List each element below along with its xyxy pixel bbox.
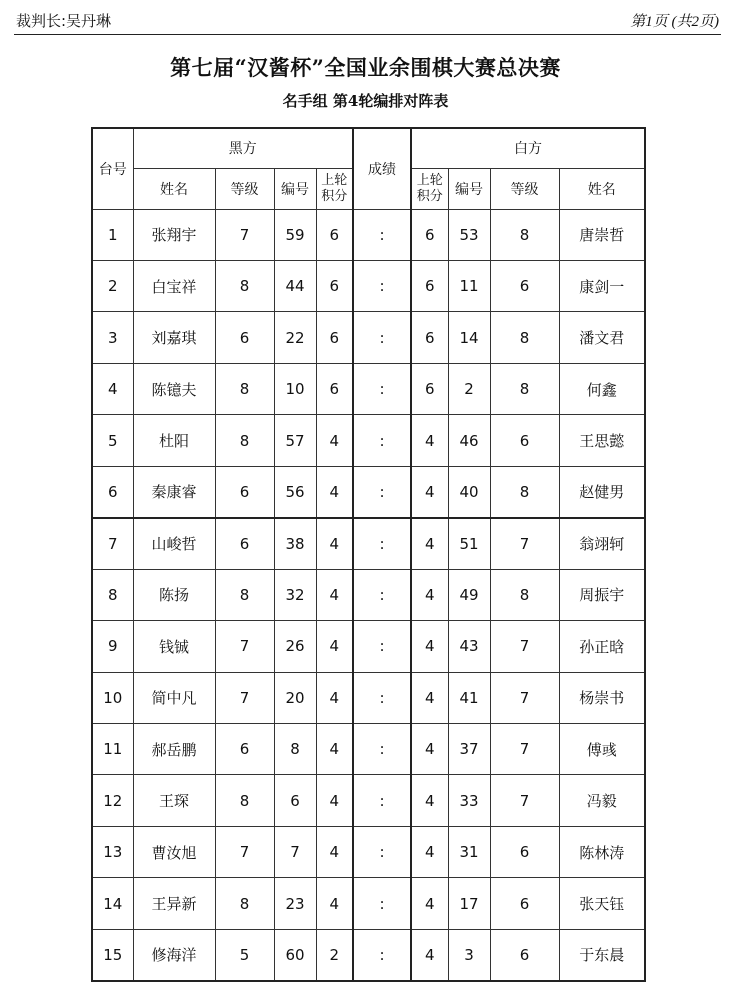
table-row [92,209,645,260]
black-grade: 8 [215,260,274,311]
table-row [92,775,645,826]
board-number: 7 [92,518,133,569]
result-cell: : [353,878,411,929]
header-prev-top: 上轮 [321,172,348,188]
black-player-name: 简中凡 [133,672,215,723]
white-player-name: 冯毅 [559,775,645,826]
table-row [92,518,645,569]
board-number: 11 [92,724,133,775]
board-number: 12 [92,775,133,826]
black-grade: 6 [215,466,274,517]
black-player-name: 山峻哲 [133,518,215,569]
result-cell: : [353,209,411,260]
black-prev-points: 6 [316,209,353,260]
white-number: 14 [448,312,490,363]
result-cell: : [353,929,411,981]
white-grade: 7 [490,621,559,672]
white-number: 43 [448,621,490,672]
white-grade: 8 [490,569,559,620]
header-black-prev-points [316,168,353,209]
header-black-number: 编号 [274,168,316,209]
table-row [92,878,645,929]
white-number: 51 [448,518,490,569]
white-player-name: 赵健男 [559,466,645,517]
white-prev-points: 4 [411,466,448,517]
black-prev-points: 6 [316,260,353,311]
header-white-prev-points [411,168,448,209]
table-row [92,415,645,466]
result-cell: : [353,621,411,672]
black-grade: 7 [215,209,274,260]
black-number: 8 [274,724,316,775]
result-cell: : [353,724,411,775]
white-player-name: 杨崇书 [559,672,645,723]
black-number: 32 [274,569,316,620]
black-grade: 6 [215,518,274,569]
result-cell: : [353,826,411,877]
white-prev-points: 6 [411,363,448,414]
table-row [92,569,645,620]
result-cell: : [353,466,411,517]
white-number: 33 [448,775,490,826]
white-prev-points: 4 [411,415,448,466]
table-row [92,363,645,414]
white-prev-points: 4 [411,621,448,672]
header-white-number: 编号 [448,168,490,209]
black-prev-points: 4 [316,621,353,672]
header-prev-bottom: 积分 [321,188,348,204]
white-prev-points: 4 [411,518,448,569]
white-prev-points: 6 [411,260,448,311]
white-player-name: 康剑一 [559,260,645,311]
white-number: 46 [448,415,490,466]
table-row [92,260,645,311]
white-grade: 6 [490,415,559,466]
black-number: 60 [274,929,316,981]
referee-label: 裁判长:吴丹琳 [16,12,112,30]
black-number: 57 [274,415,316,466]
white-number: 37 [448,724,490,775]
pairing-table [91,127,646,982]
black-number: 20 [274,672,316,723]
table-row [92,826,645,877]
black-prev-points: 4 [316,724,353,775]
white-number: 31 [448,826,490,877]
white-prev-points: 4 [411,929,448,981]
header-white-name: 姓名 [559,168,645,209]
black-prev-points: 6 [316,363,353,414]
white-grade: 7 [490,724,559,775]
black-number: 26 [274,621,316,672]
black-player-name: 秦康睿 [133,466,215,517]
table-row [92,312,645,363]
white-number: 11 [448,260,490,311]
board-number: 1 [92,209,133,260]
header-prev-top: 上轮 [416,172,443,188]
white-player-name: 陈林涛 [559,826,645,877]
white-player-name: 傅彧 [559,724,645,775]
header-result: 成绩 [353,128,411,209]
black-player-name: 白宝祥 [133,260,215,311]
black-player-name: 刘嘉琪 [133,312,215,363]
white-player-name: 唐崇哲 [559,209,645,260]
white-player-name: 于东晨 [559,929,645,981]
white-grade: 6 [490,260,559,311]
white-grade: 8 [490,209,559,260]
black-grade: 8 [215,363,274,414]
black-number: 59 [274,209,316,260]
white-grade: 6 [490,929,559,981]
header-prev-bottom: 积分 [416,188,443,204]
white-grade: 6 [490,826,559,877]
black-prev-points: 4 [316,466,353,517]
white-grade: 7 [490,775,559,826]
result-cell: : [353,518,411,569]
black-grade: 6 [215,724,274,775]
table-row [92,466,645,517]
result-cell: : [353,569,411,620]
white-grade: 7 [490,518,559,569]
black-prev-points: 4 [316,775,353,826]
black-player-name: 陈镱夫 [133,363,215,414]
white-grade: 7 [490,672,559,723]
result-cell: : [353,775,411,826]
result-cell: : [353,260,411,311]
table-row [92,929,645,981]
white-prev-points: 6 [411,312,448,363]
white-prev-points: 4 [411,775,448,826]
white-number: 17 [448,878,490,929]
page-indicator: 第1页 (共2页) [630,14,719,30]
board-number: 3 [92,312,133,363]
white-grade: 8 [490,312,559,363]
black-grade: 7 [215,672,274,723]
black-number: 6 [274,775,316,826]
black-number: 7 [274,826,316,877]
white-player-name: 张天钰 [559,878,645,929]
black-prev-points: 4 [316,415,353,466]
black-grade: 8 [215,569,274,620]
white-prev-points: 4 [411,724,448,775]
white-prev-points: 4 [411,569,448,620]
black-grade: 7 [215,621,274,672]
board-number: 6 [92,466,133,517]
board-number: 15 [92,929,133,981]
black-player-name: 张翔宇 [133,209,215,260]
white-number: 49 [448,569,490,620]
result-cell: : [353,363,411,414]
board-number: 14 [92,878,133,929]
black-number: 38 [274,518,316,569]
black-prev-points: 4 [316,672,353,723]
black-number: 56 [274,466,316,517]
page-subtitle: 名手组 第4轮编排对阵表 [282,92,449,110]
board-number: 2 [92,260,133,311]
header-black: 黑方 [133,128,353,168]
page-title: 第七届“汉酱杯”全国业余围棋大赛总决赛 [170,55,561,80]
black-number: 10 [274,363,316,414]
black-number: 44 [274,260,316,311]
white-prev-points: 6 [411,209,448,260]
board-number: 9 [92,621,133,672]
result-cell: : [353,312,411,363]
white-grade: 6 [490,878,559,929]
white-number: 2 [448,363,490,414]
white-number: 40 [448,466,490,517]
black-grade: 7 [215,826,274,877]
table-row [92,724,645,775]
header-divider [14,34,721,35]
header-black-grade: 等级 [215,168,274,209]
black-player-name: 王琛 [133,775,215,826]
board-number: 4 [92,363,133,414]
white-number: 3 [448,929,490,981]
white-prev-points: 4 [411,672,448,723]
header-black-name: 姓名 [133,168,215,209]
black-prev-points: 4 [316,569,353,620]
white-prev-points: 4 [411,878,448,929]
black-player-name: 陈扬 [133,569,215,620]
white-player-name: 王思懿 [559,415,645,466]
table-row [92,672,645,723]
black-player-name: 郝岳鹏 [133,724,215,775]
header-white-grade: 等级 [490,168,559,209]
table-row [92,621,645,672]
black-prev-points: 4 [316,826,353,877]
white-player-name: 翁翊轲 [559,518,645,569]
header-white: 白方 [411,128,645,168]
black-player-name: 钱铖 [133,621,215,672]
black-number: 22 [274,312,316,363]
white-number: 53 [448,209,490,260]
white-prev-points: 4 [411,826,448,877]
black-prev-points: 2 [316,929,353,981]
white-number: 41 [448,672,490,723]
white-player-name: 周振宇 [559,569,645,620]
header-board: 台号 [92,128,133,209]
result-cell: : [353,415,411,466]
black-prev-points: 4 [316,878,353,929]
black-prev-points: 6 [316,312,353,363]
black-player-name: 王异新 [133,878,215,929]
result-cell: : [353,672,411,723]
white-grade: 8 [490,363,559,414]
black-grade: 8 [215,775,274,826]
white-grade: 8 [490,466,559,517]
board-number: 13 [92,826,133,877]
black-player-name: 杜阳 [133,415,215,466]
white-player-name: 潘文君 [559,312,645,363]
board-number: 8 [92,569,133,620]
black-grade: 6 [215,312,274,363]
black-grade: 8 [215,415,274,466]
black-grade: 5 [215,929,274,981]
white-player-name: 何鑫 [559,363,645,414]
white-player-name: 孙正晗 [559,621,645,672]
board-number: 10 [92,672,133,723]
board-number: 5 [92,415,133,466]
black-number: 23 [274,878,316,929]
black-player-name: 修海洋 [133,929,215,981]
black-prev-points: 4 [316,518,353,569]
black-player-name: 曹汝旭 [133,826,215,877]
black-grade: 8 [215,878,274,929]
